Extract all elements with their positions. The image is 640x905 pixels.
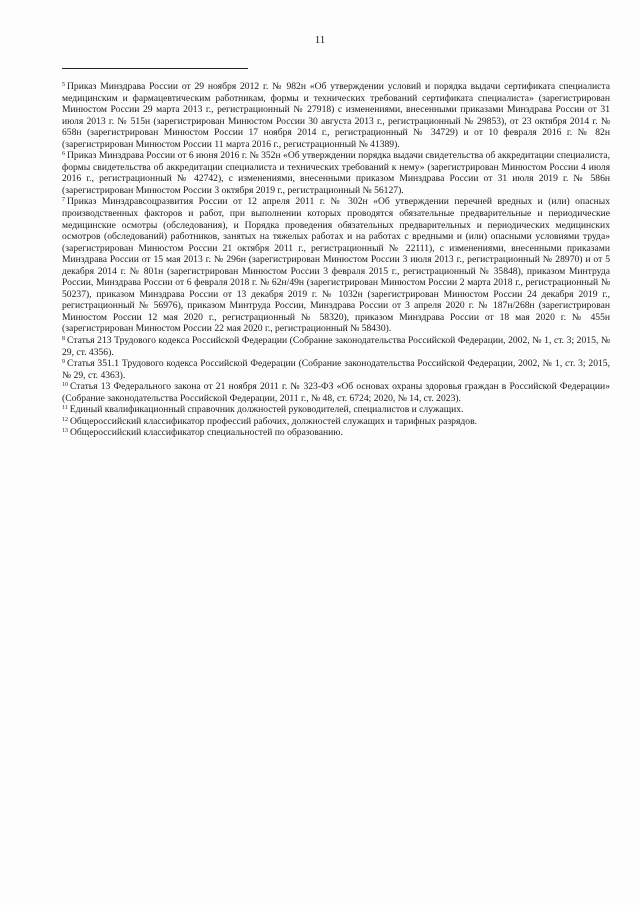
footnote-text: Приказ Минздрава России от 6 июня 2016 г. № 352н «Об утверждении порядка выдачи свидетельства об аккредитации специалиста, формы свидетельства об аккредитации специалиста и технических требований к нему» (зарегистрирован Минюстом России 4 июля 2016 г., регистрационный № 42742), с изменениями, внесенными приказом Минздрава России от 31 июля 2019 г. № 586н (зарегистрирован Минюстом России 3 октября 2019 г., регистрационный № 56127). xyxy=(62,150,610,196)
footnote-text: Единый квалификационный справочник должностей руководителей, специалистов и служащих. xyxy=(69,404,464,416)
footnote-text: Общероссийский классификатор специальностей по образованию. xyxy=(70,427,343,439)
footnote-mark: 9 xyxy=(62,359,65,366)
footnote-mark: 10 xyxy=(62,382,68,389)
page-number: 11 xyxy=(314,34,326,46)
footnote-9 xyxy=(62,358,610,381)
footnote-8 xyxy=(62,335,610,358)
footnote-text: Статья 351.1 Трудового кодекса Российской Федерации (Собрание законодательства Российской Федерации, 2002, № 1, ст. 3; 2015, № 29, ст. 4363). xyxy=(62,358,610,381)
footnote-mark: 13 xyxy=(62,428,68,435)
footnote-mark: 5 xyxy=(62,82,65,88)
footnote-mark: 6 xyxy=(62,151,65,158)
footnote-6 xyxy=(62,150,610,196)
footnote-10 xyxy=(62,381,610,404)
footnote-13 xyxy=(62,427,610,439)
footnote-mark: 8 xyxy=(62,336,65,343)
footnote-separator xyxy=(62,68,248,69)
footnote-text: Приказ Минздрава России от 29 ноября 2012 г. № 982н «Об утверждении условий и порядка выдачи сертификата специалиста медицинским и фармацевтическим работникам, формы и технических требований сертификата специалиста» (зарегистрирован Минюстом России 29 марта 2013 г., регистрационный № 27918) с изменениями, внесенными приказами Минздрава России от 31 июля 2013 г. № 515н (зарегистрирован Минюстом России 30 августа 2013 г., регистрационный № 29853), от 23 октября 2014 г. № 658н (зарегистрирован Минюстом России 17 ноября 2014 г., регистрационный № 34729) и от 10 февраля 2016 г. № 82н (зарегистрирован Минюстом России 11 марта 2016 г., регистрационный № 41389). xyxy=(62,81,610,150)
footnote-5 xyxy=(62,81,610,150)
footnote-mark: 11 xyxy=(62,405,68,412)
footnote-text: Приказ Минздравсоцразвития России от 12 апреля 2011 г. № 302н «Об утверждении перечней вредных и (или) опасных производственных факторов и работ, при выполнении которых проводятся обязательные предварительные и периодические медицинские осмотры (обследования), и Порядка проведения обязательных предварительных и периодических медицинских осмотров (обследований) работников, занятых на тяжелых работах и на работах с вредными и (или) опасными условиями труда» (зарегистрирован Минюстом России 21 октября 2011 г., регистрационный № 22111), с изменениями, внесенными приказами Минздрава России от 15 мая 2013 г. № 296н (зарегистрирован Минюстом России 3 июля 2013 г., регистрационный № 28970) и от 5 декабря 2014 г. № 801н (зарегистрирован Минюстом России 3 февраля 2015 г., регистрационный № 35848), приказом Минтруда России, Минздрава России от 6 февраля 2018 г. № 62н/49н (зарегистрирован Минюстом России 2 марта 2018 г., регистрационный № 50237), приказом Минздрава России от 13 декабря 2019 г. № 1032н (зарегистрирован Минюстом России 24 декабря 2019 г., регистрационный № 56976), приказом Минтруда России, Минздрава России от 3 апреля 2020 г. № 187н/268н (зарегистрирован Минюстом России 12 мая 2020 г., регистрационный № 58320), приказом Минздрава России от 18 мая 2020 г. № 455н (зарегистрирован Минюстом России 22 мая 2020 г., регистрационный № 58430). xyxy=(62,196,610,335)
footnote-12 xyxy=(62,416,610,428)
footnote-11 xyxy=(62,404,610,416)
footnote-text: Статья 213 Трудового кодекса Российской Федерации (Собрание законодательства Российской Федерации, 2002, № 1, ст. 3; 2015, № 29, ст. 4356). xyxy=(62,335,610,358)
footnote-text: Статья 13 Федерального закона от 21 ноября 2011 г. № 323-ФЗ «Об основах охраны здоровья граждан в Российской Федерации» (Собрание законодательства Российской Федерации, 2011 г., № 48, ст. 6724; 2020, № 14, ст. 2023). xyxy=(62,381,610,404)
footnote-mark: 12 xyxy=(62,416,68,423)
footnote-7 xyxy=(62,196,610,335)
footnote-text: Общероссийский классификатор профессий рабочих, должностей служащих и тарифных разрядов. xyxy=(70,415,477,427)
footnotes-list xyxy=(62,81,610,439)
footnote-mark: 7 xyxy=(62,197,65,204)
